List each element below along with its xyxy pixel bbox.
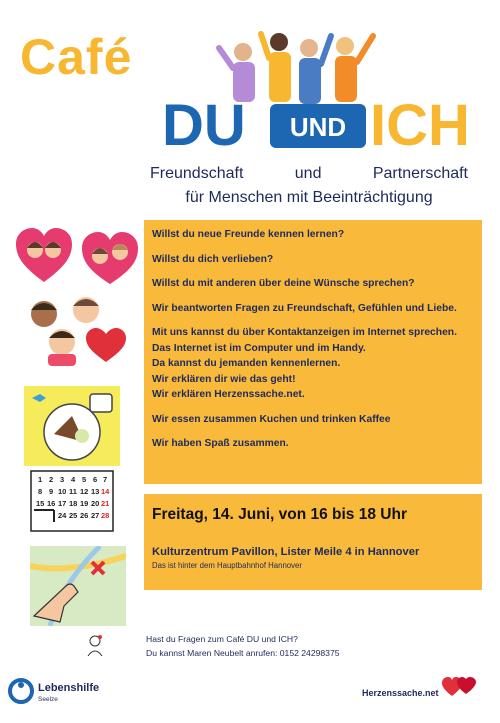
logo-und-box <box>270 104 366 148</box>
lebenshilfe-icon <box>8 678 34 704</box>
person-question-icon <box>86 634 104 656</box>
couple-hearts-icon <box>12 222 142 288</box>
internet-line-4: Wir erklären dir wie das geht! <box>152 373 296 385</box>
cafe-title: Café <box>20 29 133 85</box>
internet-line-3: Da kannst du jemanden kennenlernen. <box>152 358 341 369</box>
svg-text:6: 6 <box>93 475 98 484</box>
lebenshilfe-logo <box>8 676 128 710</box>
svg-text:10: 10 <box>58 487 67 496</box>
svg-text:28: 28 <box>101 511 110 520</box>
question-2: Willst du dich verlieben? <box>152 253 274 265</box>
svg-text:12: 12 <box>80 487 89 496</box>
subtitle-word-3: Partnerschaft <box>372 165 468 182</box>
svg-text:25: 25 <box>69 511 78 520</box>
svg-text:3: 3 <box>60 475 65 484</box>
org-sub: Seelze <box>38 696 58 703</box>
svg-text:7: 7 <box>103 475 108 484</box>
cake-coffee-icon <box>24 386 120 466</box>
svg-text:8: 8 <box>38 487 43 496</box>
subtitle <box>150 162 468 210</box>
contact-phone: Du kannst Maren Neubelt anrufen: 0152 24298375 <box>146 648 340 658</box>
svg-text:13: 13 <box>91 487 100 496</box>
answer-paragraph: Wir beantworten Fragen zu Freundschaft, Gefühlen und Liebe. <box>152 302 457 314</box>
svg-text:24: 24 <box>58 511 67 520</box>
svg-text:11: 11 <box>69 487 77 496</box>
svg-text:20: 20 <box>91 499 100 508</box>
svg-text:15: 15 <box>36 499 45 508</box>
svg-text:9: 9 <box>49 487 54 496</box>
herzenssache-logo <box>362 676 482 706</box>
svg-text:5: 5 <box>82 475 87 484</box>
event-date: Freitag, 14. Juni, von 16 bis 18 Uhr <box>152 506 407 523</box>
location-box <box>144 538 482 590</box>
logo-du: DU <box>162 93 246 158</box>
question-3: Willst du mit anderen über deine Wünsche sprechen? <box>152 278 415 289</box>
svg-text:17: 17 <box>58 499 67 508</box>
logo-ich: ICH <box>370 93 470 158</box>
hearts-icon <box>442 676 478 698</box>
svg-text:16: 16 <box>47 499 56 508</box>
info-box <box>144 220 482 484</box>
internet-line-2: Das Internet ist im Computer und im Handy. <box>152 342 366 354</box>
internet-line-5: Wir erklären Herzenssache.net. <box>152 389 305 400</box>
svg-text:2: 2 <box>49 475 54 484</box>
subtitle-line-2: für Menschen mit Beeinträchtigung <box>185 189 433 206</box>
map-pointer-icon <box>30 546 126 626</box>
svg-text:19: 19 <box>80 499 89 508</box>
location-hint: Das ist hinter dem Hauptbahnhof Hannover <box>152 561 302 570</box>
cake-coffee-line: Wir essen zusammen Kuchen und trinken Kaffee <box>152 413 391 425</box>
svg-text:14: 14 <box>101 487 110 496</box>
svg-text:1: 1 <box>38 475 43 484</box>
question-1: Willst du neue Freunde kennen lernen? <box>152 229 345 240</box>
friends-heart-icon <box>22 294 126 366</box>
partner-name: Herzenssache.net <box>362 688 439 698</box>
svg-text:21: 21 <box>101 499 110 508</box>
contact-block <box>146 632 340 660</box>
org-name: Lebenshilfe <box>38 682 100 694</box>
internet-line-1: Mit uns kannst du über Kontaktanzeigen im Internet sprechen. <box>152 327 457 338</box>
calendar-icon <box>30 470 114 532</box>
fun-line: Wir haben Spaß zusammen. <box>152 438 289 449</box>
subtitle-word-1: Freundschaft <box>150 165 244 182</box>
svg-text:27: 27 <box>91 511 100 520</box>
svg-text:26: 26 <box>80 511 89 520</box>
contact-question: Hast du Fragen zum Café DU und ICH? <box>146 634 298 644</box>
svg-text:18: 18 <box>69 499 78 508</box>
du-und-ich-logo <box>162 93 472 158</box>
event-location: Kulturzentrum Pavillon, Lister Meile 4 in Hannover <box>152 546 420 558</box>
subtitle-word-2: und <box>294 165 322 182</box>
svg-text:4: 4 <box>71 475 76 484</box>
date-box <box>144 494 482 538</box>
logo-und: UND <box>289 112 347 142</box>
